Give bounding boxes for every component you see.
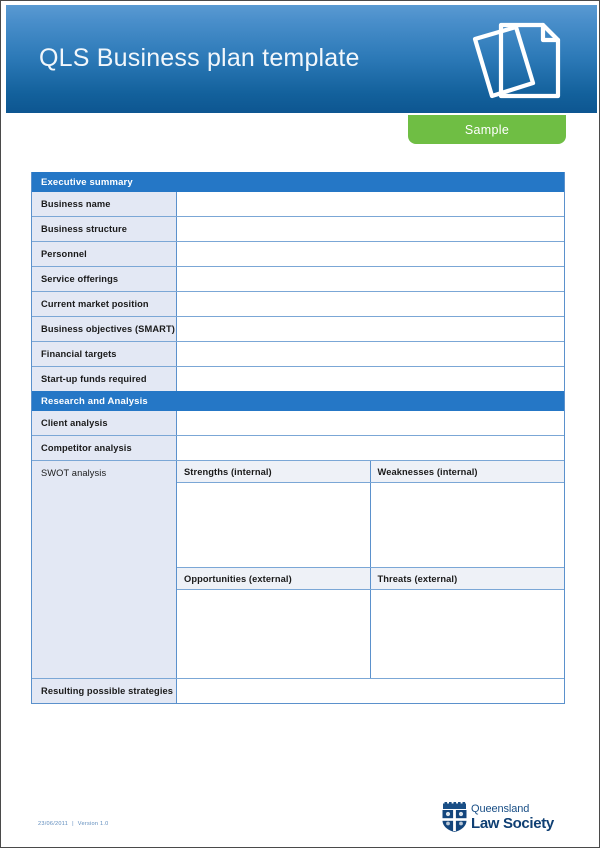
- table-row: [32, 241, 564, 266]
- row-label-client-analysis: Client analysis: [32, 411, 177, 435]
- row-input-business-objectives[interactable]: [177, 317, 564, 341]
- row-input-service-offerings[interactable]: [177, 267, 564, 291]
- section-header-executive-summary: [32, 172, 564, 192]
- business-plan-table: [31, 172, 565, 704]
- footer-version: Version 1.0: [77, 821, 109, 827]
- row-label-business-structure: Business structure: [32, 217, 177, 241]
- footer-date: 23/06/2011: [38, 821, 69, 827]
- footer-version-info: [38, 821, 109, 827]
- row-label-financial-targets: Financial targets: [32, 342, 177, 366]
- table-row-swot: [32, 460, 564, 678]
- table-row: [32, 678, 564, 703]
- table-row: [32, 192, 564, 216]
- row-label-service-offerings: Service offerings: [32, 267, 177, 291]
- row-label-swot-analysis: SWOT analysis: [32, 461, 177, 678]
- row-label-personnel: Personnel: [32, 242, 177, 266]
- row-label-business-objectives: Business objectives (SMART): [32, 317, 177, 341]
- page-header-banner: [6, 5, 597, 113]
- section-header-research-and-analysis: [32, 391, 564, 411]
- swot-heading-strengths: Strengths (internal): [177, 461, 371, 482]
- sample-tab-label: Sample: [464, 122, 510, 137]
- row-label-startup-funds-required: Start-up funds required: [32, 367, 177, 391]
- page-title: QLS Business plan template: [39, 44, 360, 72]
- section-title: Research and Analysis: [41, 395, 148, 407]
- row-input-current-market-position[interactable]: [177, 292, 564, 316]
- row-label-resulting-possible-strategies: Resulting possible strategies: [32, 679, 177, 703]
- swot-heading-opportunities: Opportunities (external): [177, 568, 371, 589]
- sample-tab[interactable]: [408, 115, 566, 144]
- table-row: [32, 411, 564, 435]
- table-row: [32, 216, 564, 241]
- row-input-business-name[interactable]: [177, 192, 564, 216]
- table-row: [32, 366, 564, 391]
- swot-heading-threats: Threats (external): [371, 568, 565, 589]
- row-label-current-market-position: Current market position: [32, 292, 177, 316]
- table-row: [32, 316, 564, 341]
- swot-body-row-internal: [177, 482, 564, 567]
- section-title: Executive summary: [41, 176, 133, 188]
- table-row: [32, 341, 564, 366]
- swot-header-row-internal: [177, 461, 564, 482]
- swot-matrix: [177, 461, 564, 678]
- footer-separator: |: [72, 821, 74, 827]
- row-input-client-analysis[interactable]: [177, 411, 564, 435]
- row-input-resulting-possible-strategies[interactable]: [177, 679, 564, 703]
- row-input-startup-funds-required[interactable]: [177, 367, 564, 391]
- row-label-business-name: Business name: [32, 192, 177, 216]
- shield-crest-icon: [441, 802, 468, 832]
- logo-line-law-society: Law Society: [471, 814, 554, 832]
- swot-input-threats[interactable]: [371, 590, 565, 678]
- row-input-financial-targets[interactable]: [177, 342, 564, 366]
- queensland-law-society-logo: [441, 799, 565, 835]
- logo-wordmark: [471, 804, 554, 831]
- swot-header-row-external: [177, 567, 564, 589]
- table-row: [32, 291, 564, 316]
- swot-input-weaknesses[interactable]: [371, 483, 565, 567]
- swot-body-row-external: [177, 589, 564, 678]
- table-row: [32, 266, 564, 291]
- documents-icon: [461, 17, 569, 107]
- row-input-competitor-analysis[interactable]: [177, 436, 564, 460]
- table-row: [32, 435, 564, 460]
- row-input-business-structure[interactable]: [177, 217, 564, 241]
- row-input-personnel[interactable]: [177, 242, 564, 266]
- swot-input-strengths[interactable]: [177, 483, 371, 567]
- logo-line-queensland: Queensland: [471, 802, 530, 815]
- swot-heading-weaknesses: Weaknesses (internal): [371, 461, 565, 482]
- row-label-competitor-analysis: Competitor analysis: [32, 436, 177, 460]
- swot-input-opportunities[interactable]: [177, 590, 371, 678]
